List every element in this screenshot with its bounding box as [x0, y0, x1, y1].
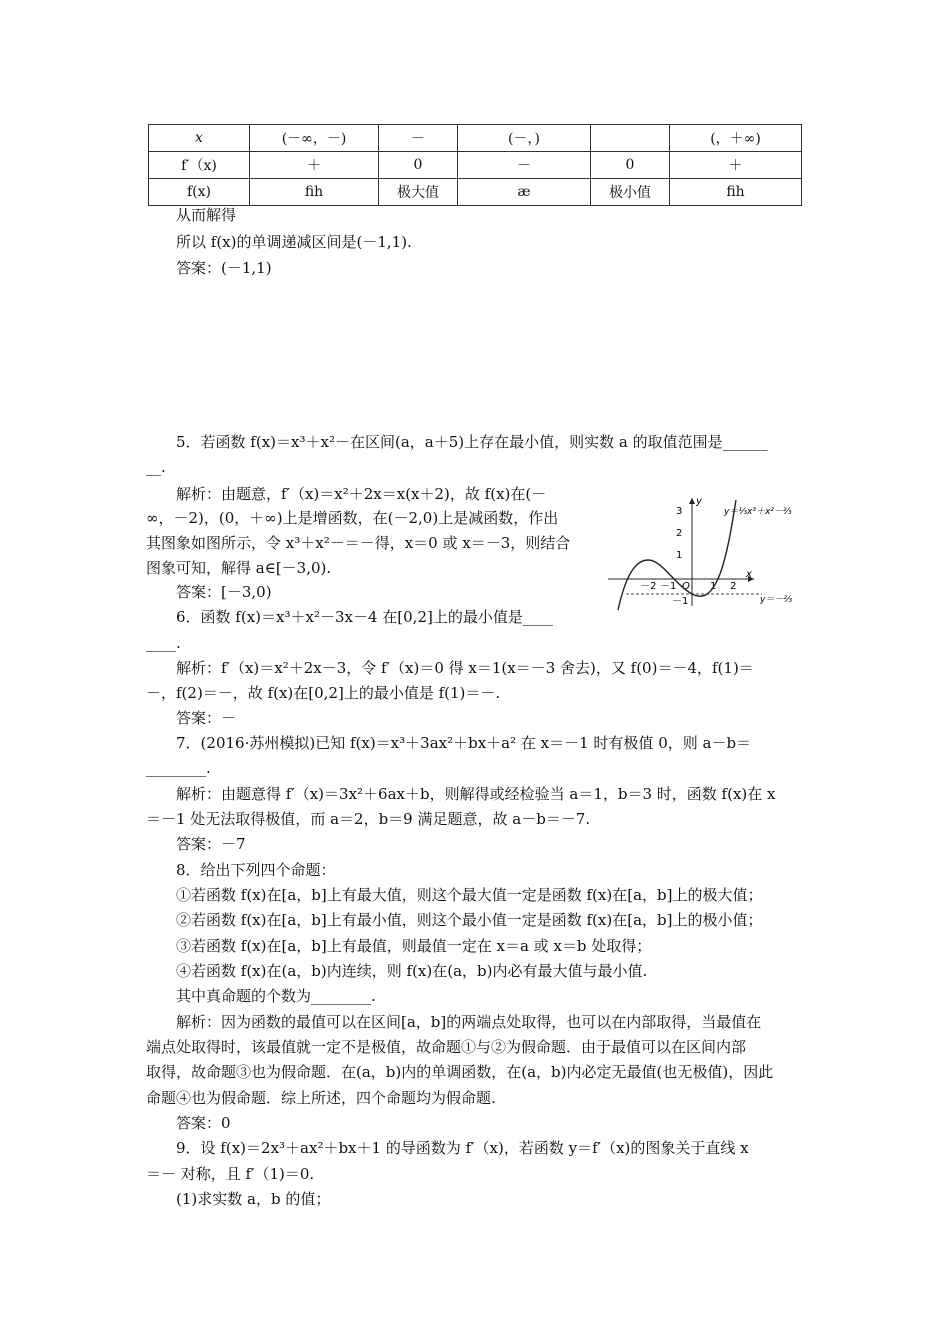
table-cell: 0	[379, 152, 458, 179]
table-cell: ﬁh	[670, 179, 802, 206]
text-line: ①若函数 f(x)在[a，b]上有最大值，则这个最大值一定是函数 f(x)在[a，b]上的极大值；	[176, 886, 763, 904]
x-axis-label: x	[746, 569, 752, 580]
y-tick-label: 3	[676, 506, 683, 517]
table-cell: (－，)	[458, 125, 591, 152]
table-row	[149, 125, 802, 152]
text-line: ②若函数 f(x)在[a，b]上有最小值，则这个最小值一定是函数 f(x)在[a，b]上的极小值；	[176, 911, 763, 929]
y-axis-label: y	[696, 496, 702, 507]
text-line: (1)求实数 a，b 的值；	[176, 1190, 331, 1208]
text-line: 解析：因为函数的最值可以在区间[a，b]的两端点处取得，也可以在内部取得，当最值在	[176, 1013, 762, 1031]
text-line: 答案：0	[176, 1114, 231, 1132]
table-cell	[591, 125, 670, 152]
function-graph	[604, 494, 794, 612]
text-line: 答案：－7	[176, 835, 246, 853]
text-line: 9．设 f(x)＝2x³＋ax²＋bx＋1 的导函数为 f′（x)，若函数 y＝f′（x)的图象关于直线 x	[176, 1139, 749, 1157]
y-tick-label: 2	[676, 528, 683, 539]
x-tick-label: O	[682, 581, 690, 592]
table-cell: æ	[458, 179, 591, 206]
table-cell: (，＋∞)	[670, 125, 802, 152]
text-line: 端点处取得时，该最值就一定不是极值，故命题①与②为假命题．由于最值可以在区间内部	[146, 1038, 747, 1056]
table-row	[149, 152, 802, 179]
table-cell: 极小值	[591, 179, 670, 206]
text-line: 5．若函数 f(x)＝x³＋x²－在区间(a，a＋5)上存在最小值，则实数 a 的取值范围是______	[176, 433, 768, 451]
text-line: 取得，故命题③也为假命题．在(a，b)内的单调函数，在(a，b)内必定无最值(也无极值)，因此	[146, 1063, 774, 1081]
x-tick-label: －2	[640, 581, 657, 592]
y-axis-arrow-icon	[689, 498, 695, 504]
table-cell: (－∞，－)	[250, 125, 379, 152]
text-line: 所以 f(x)的单调递减区间是(－1,1).	[176, 233, 412, 251]
text-line: 答案：－	[176, 709, 237, 727]
text-line: 答案：(－1,1)	[176, 259, 272, 277]
table-cell: f(x)	[149, 179, 250, 206]
text-line: ∞，－2)，(0，＋∞)上是增函数，在(－2,0)上是减函数，作出	[146, 509, 559, 527]
text-line: 8．给出下列四个命题：	[176, 861, 336, 879]
curve-label: y＝⅓x³＋x²－⅔	[724, 507, 792, 517]
text-line: 其中真命题的个数为________.	[176, 987, 376, 1005]
y-tick-label: －1	[672, 596, 689, 607]
text-line: 其图象如图所示，令 x³＋x²－＝－得，x＝0 或 x＝－3，则结合	[146, 534, 571, 552]
table-cell: ＋	[250, 152, 379, 179]
text-line: －，f(2)＝－，故 f(x)在[0,2]上的最小值是 f(1)＝－.	[146, 684, 501, 702]
line-label: y＝－⅔	[760, 595, 793, 605]
x-tick-label: 2	[730, 581, 737, 592]
y-tick-label: 1	[676, 550, 683, 561]
text-line: 6．函数 f(x)＝x³＋x²－3x－4 在[0,2]上的最小值是____	[176, 608, 553, 626]
x-tick-label: －1	[660, 581, 677, 592]
text-line: 答案：[－3,0)	[176, 583, 272, 601]
text-line: ＝－1 处无法取得极值，而 a＝2，b＝9 满足题意，故 a－b＝－7.	[146, 810, 591, 828]
text-line: 解析：由题意得 f′（x)＝3x²＋6ax＋b，则解得或经检验当 a＝1，b＝3 时，函数 f(x)在 x	[176, 785, 776, 803]
text-line: ________.	[146, 759, 211, 777]
text-line: 解析：由题意，f′（x)＝x²＋2x＝x(x＋2)，故 f(x)在(－	[176, 485, 547, 503]
table-row	[149, 179, 802, 206]
table-cell: ﬁh	[250, 179, 379, 206]
table-cell: －	[379, 125, 458, 152]
text-line: ＝－ 对称，且 f′（1)＝0.	[146, 1165, 315, 1183]
table-cell: ＋	[670, 152, 802, 179]
text-line: 7．(2016·苏州模拟)已知 f(x)＝x³＋3ax²＋bx＋a² 在 x＝－1 时有极值 0，则 a－b＝	[176, 734, 752, 752]
table-cell: f′（x)	[149, 152, 250, 179]
text-line: ③若函数 f(x)在[a，b]上有最值，则最值一定在 x＝a 或 x＝b 处取得；	[176, 937, 652, 955]
text-line: 解析：f′（x)＝x²＋2x－3，令 f′（x)＝0 得 x＝1(x＝－3 舍去)，又 f(0)＝－4，f(1)＝	[176, 659, 754, 677]
table-cell: 极大值	[379, 179, 458, 206]
table-cell: －	[458, 152, 591, 179]
text-line: __.	[146, 458, 166, 476]
table-cell: 0	[591, 152, 670, 179]
x-tick-label: 1	[710, 581, 717, 592]
table-cell: x	[149, 125, 250, 152]
text-line: ④若函数 f(x)在(a，b)内连续，则 f(x)在(a，b)内必有最大值与最小值.	[176, 962, 648, 980]
text-line: 图象可知，解得 a∈[－3,0).	[146, 559, 332, 577]
text-line: ____.	[146, 634, 181, 652]
sign-table	[148, 124, 802, 206]
text-line: 从而解得	[176, 206, 237, 224]
text-line: 命题④也为假命题．综上所述，四个命题均为假命题.	[146, 1089, 496, 1107]
